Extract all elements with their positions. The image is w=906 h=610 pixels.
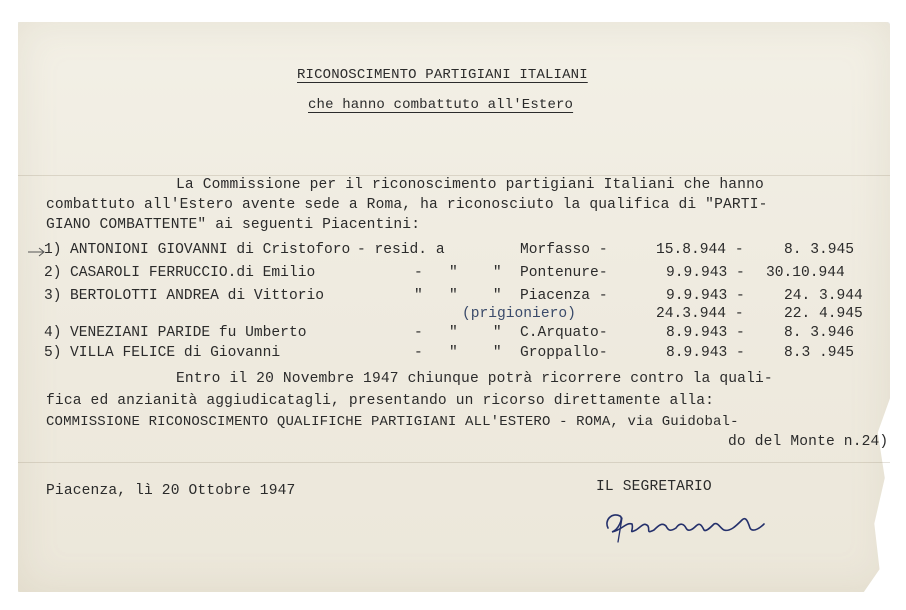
entry-place: Groppallo- — [520, 345, 608, 361]
entry-date-from: 9.9.943 - — [666, 288, 745, 304]
entry-date-from: 24.3.944 - — [656, 306, 744, 322]
entry-name: VENEZIANI PARIDE fu Umberto — [70, 325, 307, 341]
entry-place: Piacenza - — [520, 288, 608, 304]
entry-number: 4) — [44, 325, 62, 341]
entry-date-to: 8. 3.945 — [784, 242, 855, 258]
entry-date-to: 24. 3.944 — [784, 288, 863, 304]
entry-date-from: 15.8.944 - — [656, 242, 744, 258]
intro-line: GIANO COMBATTENTE" ai seguenti Piacentini: — [46, 217, 421, 233]
closing-line: do del Monte n.24) — [728, 434, 889, 450]
entry-place: Pontenure- — [520, 265, 608, 281]
entry-residence: - " " — [414, 265, 502, 281]
document-title: RICONOSCIMENTO PARTIGIANI ITALIANI — [297, 67, 588, 83]
entry-place: Morfasso - — [520, 242, 608, 258]
entry-residence: " " " — [414, 288, 502, 304]
entry-place: C.Arquato- — [520, 325, 608, 341]
handwritten-signature — [598, 500, 768, 545]
intro-line: La Commissione per il riconoscimento partigiani Italiani che hanno — [176, 177, 764, 193]
entry-number: 2) — [44, 265, 62, 281]
entry-name: BERTOLOTTI ANDREA di Vittorio — [70, 288, 324, 304]
entry-note-prisoner: (prigioniero) — [462, 306, 576, 322]
entry-date-to: 8.3 .945 — [784, 345, 855, 361]
paper-fold — [18, 462, 890, 463]
signatory-title: IL SEGRETARIO — [596, 479, 712, 495]
closing-line: fica ed anzianità aggiudicatagli, presentando un ricorso direttamente alla: — [46, 393, 715, 409]
closing-line: COMMISSIONE RICONOSCIMENTO QUALIFICHE PARTIGIANI ALL'ESTERO - ROMA, via Guidobal- — [46, 414, 739, 430]
entry-date-to: 8. 3.946 — [784, 325, 855, 341]
entry-number: 5) — [44, 345, 62, 361]
entry-name: ANTONIONI GIOVANNI di Cristoforo — [70, 242, 351, 258]
entry-name: CASAROLI FERRUCCIO.di Emilio — [70, 265, 316, 281]
entry-residence: - " " — [414, 325, 502, 341]
place-and-date: Piacenza, lì 20 Ottobre 1947 — [46, 483, 296, 499]
entry-name: VILLA FELICE di Giovanni — [70, 345, 281, 361]
entry-number: 1) — [44, 242, 62, 258]
closing-line: Entro il 20 Novembre 1947 chiunque potrà ricorrere contro la quali- — [176, 371, 773, 387]
entry-residence: - " " — [414, 345, 502, 361]
entry-residence: - resid. a — [357, 242, 445, 258]
entry-date-from: 9.9.943 - — [666, 265, 745, 281]
entry-date-to: 30.10.944 — [766, 265, 845, 281]
entry-date-to: 22. 4.945 — [784, 306, 863, 322]
document-subtitle: che hanno combattuto all'Estero — [308, 97, 574, 113]
entry-number: 3) — [44, 288, 62, 304]
intro-line: combattuto all'Estero avente sede a Roma, ha riconosciuto la qualifica di "PARTI- — [46, 197, 768, 213]
entry-date-from: 8.9.943 - — [666, 345, 745, 361]
entry-date-from: 8.9.943 - — [666, 325, 745, 341]
